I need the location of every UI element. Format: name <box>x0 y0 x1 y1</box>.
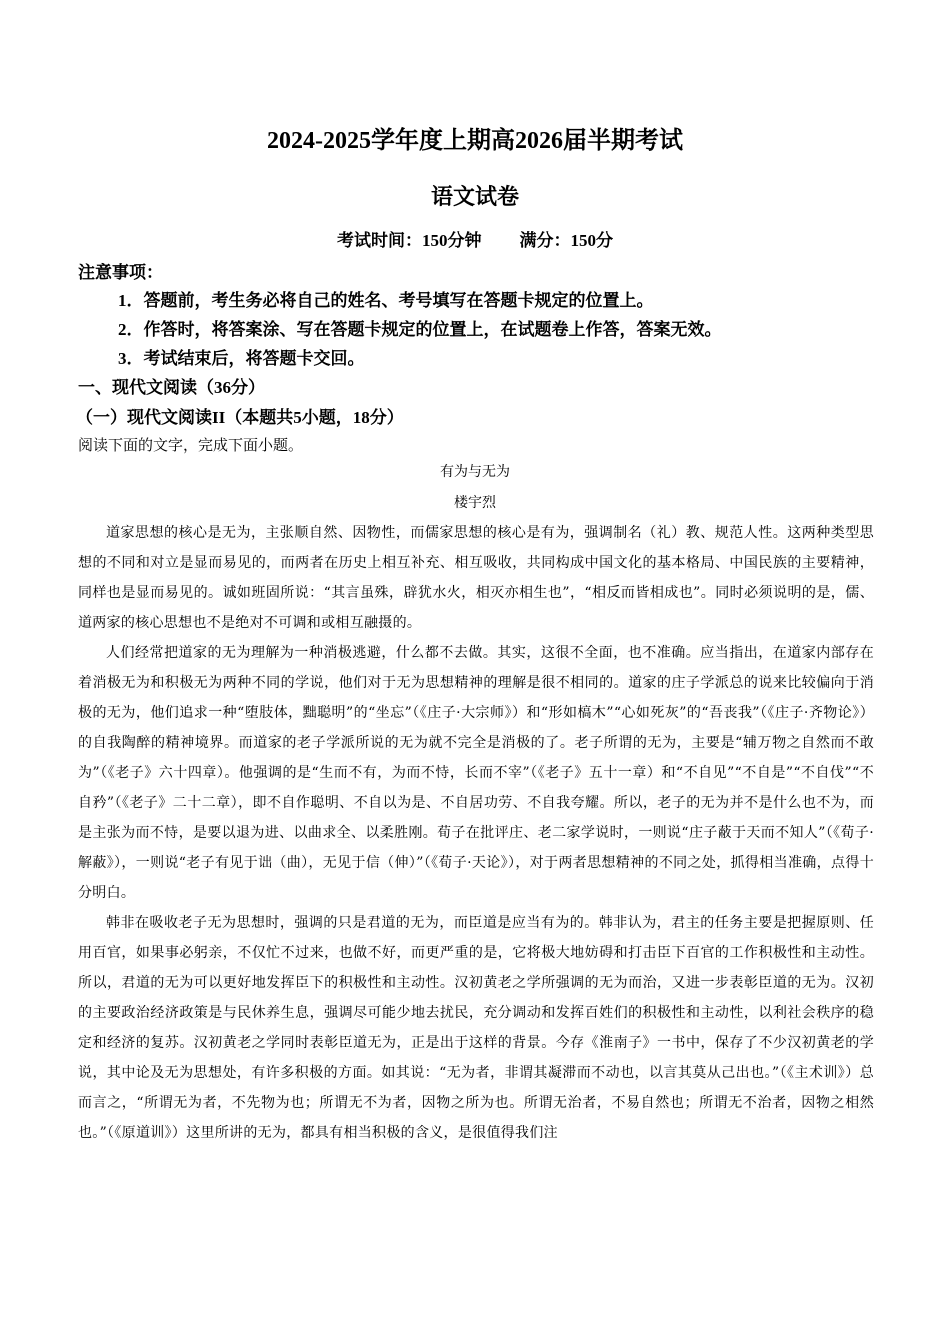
reading-instruction: 阅读下面的文字，完成下面小题。 <box>78 438 304 454</box>
exam-title: 2024-2025学年度上期高2026届半期考试 <box>267 128 683 154</box>
exam-time: 考试时间：150分钟 <box>337 231 482 250</box>
subject-title: 语文试卷 <box>430 184 519 209</box>
section-heading: 一、现代文阅读（36分） <box>78 378 265 397</box>
subsection-heading: （一）现代文阅读II（本题共5小题，18分） <box>76 408 404 427</box>
notice-item: 1．答题前，考生务必将自己的姓名、考号填写在答题卡规定的位置上。 <box>118 291 654 310</box>
notice-item: 2．作答时，将答案涂、写在答题卡规定的位置上，在试题卷上作答，答案无效。 <box>118 320 722 339</box>
article-author: 楼宇烈 <box>454 495 496 511</box>
notice-heading: 注意事项： <box>78 263 163 282</box>
article-paragraph: 道家思想的核心是无为，主张顺自然、因物性，而儒家思想的核心是有为，强调制名（礼）教、规范人性。这两种类型思想的不同和对立是显而易见的，而两者在历史上相互补充、相互吸收，共同构成中国文化的基本格局、中国民族的主要精神，同样也是显而易见的。诚如班固所说：“其言虽殊，辟犹水火，相灭亦相生也”，“相反而皆相成也”。同时必须说明的是，儒、道两家的核心思想也不是绝对不可调和或相互融摄的。 <box>78 525 874 631</box>
article-paragraph: 韩非在吸收老子无为思想时，强调的只是君道的无为，而臣道是应当有为的。韩非认为，君主的任务主要是把握原则、任用百官，如果事必躬亲，不仅忙不过来，也做不好，而更严重的是，它将极大地妨碍和打击臣下百官的工作积极性和主动性。所以，君道的无为可以更好地发挥臣下的积极性和主动性。汉初黄老之学所强调的无为而治，又进一步表彰臣道的无为。汉初的主要政治经济政策是与民休养生息，强调尽可能少地去扰民，充分调动和发挥百姓们的积极性和主动性，以利社会秩序的稳定和经济的复苏。汉初黄老之学同时表彰臣道无为，正是出于这样的背景。今存《淮南子》一书中，保存了不少汉初黄老的学说，其中论及无为思想处，有许多积极的方面。如其说：“无为者，非谓其凝滞而不动也，以言其莫从己出也。”（《主术训》）总而言之，“所谓无为者，不先物为也；所谓无不为者，因物之所为也。所谓无治者，不易自然也；所谓无不治者，因物之相然也。”（《原道训》）这里所讲的无为，都具有相当积极的含义，是很值得我们注 <box>78 915 874 1141</box>
article-title: 有为与无为 <box>440 464 510 480</box>
exam-info <box>0 226 950 251</box>
notice-item: 3．考试结束后，将答题卡交回。 <box>118 349 365 368</box>
article-body <box>78 518 874 1148</box>
exam-score: 满分：150分 <box>519 231 613 250</box>
article-paragraph: 人们经常把道家的无为理解为一种消极逃避，什么都不去做。其实，这很不全面，也不准确。应当指出，在道家内部存在着消极无为和积极无为两种不同的学说，他们对于无为思想精神的理解是很不相同的。道家的庄子学派总的说来比较偏向于消极的无为，他们追求一种“堕肢体，黜聪明”的“坐忘”（《庄子·大宗师》）和“形如槁木”“心如死灰”的“吾丧我”（《庄子·齐物论》）的自我陶醉的精神境界。而道家的老子学派所说的无为就不完全是消极的了。老子所谓的无为，主要是“辅万物之自然而不敢为”（《老子》六十四章）。他强调的是“生而不有，为而不恃，长而不宰”（《老子》五十一章）和“不自见”“不自是”“不自伐”“不自矜”（《老子》二十二章），即不自作聪明、不自以为是、不自居功劳、不自我夸耀。所以，老子的无为并不是什么也不为，而是主张为而不恃，是要以退为进、以曲求全、以柔胜刚。荀子在批评庄、老二家学说时，一则说“庄子蔽于天而不知人”（《荀子·解蔽》），一则说“老子有见于诎（曲），无见于信（伸）”（《荀子·天论》），对于两者思想精神的不同之处，抓得相当准确，点得十分明白。 <box>78 645 874 901</box>
